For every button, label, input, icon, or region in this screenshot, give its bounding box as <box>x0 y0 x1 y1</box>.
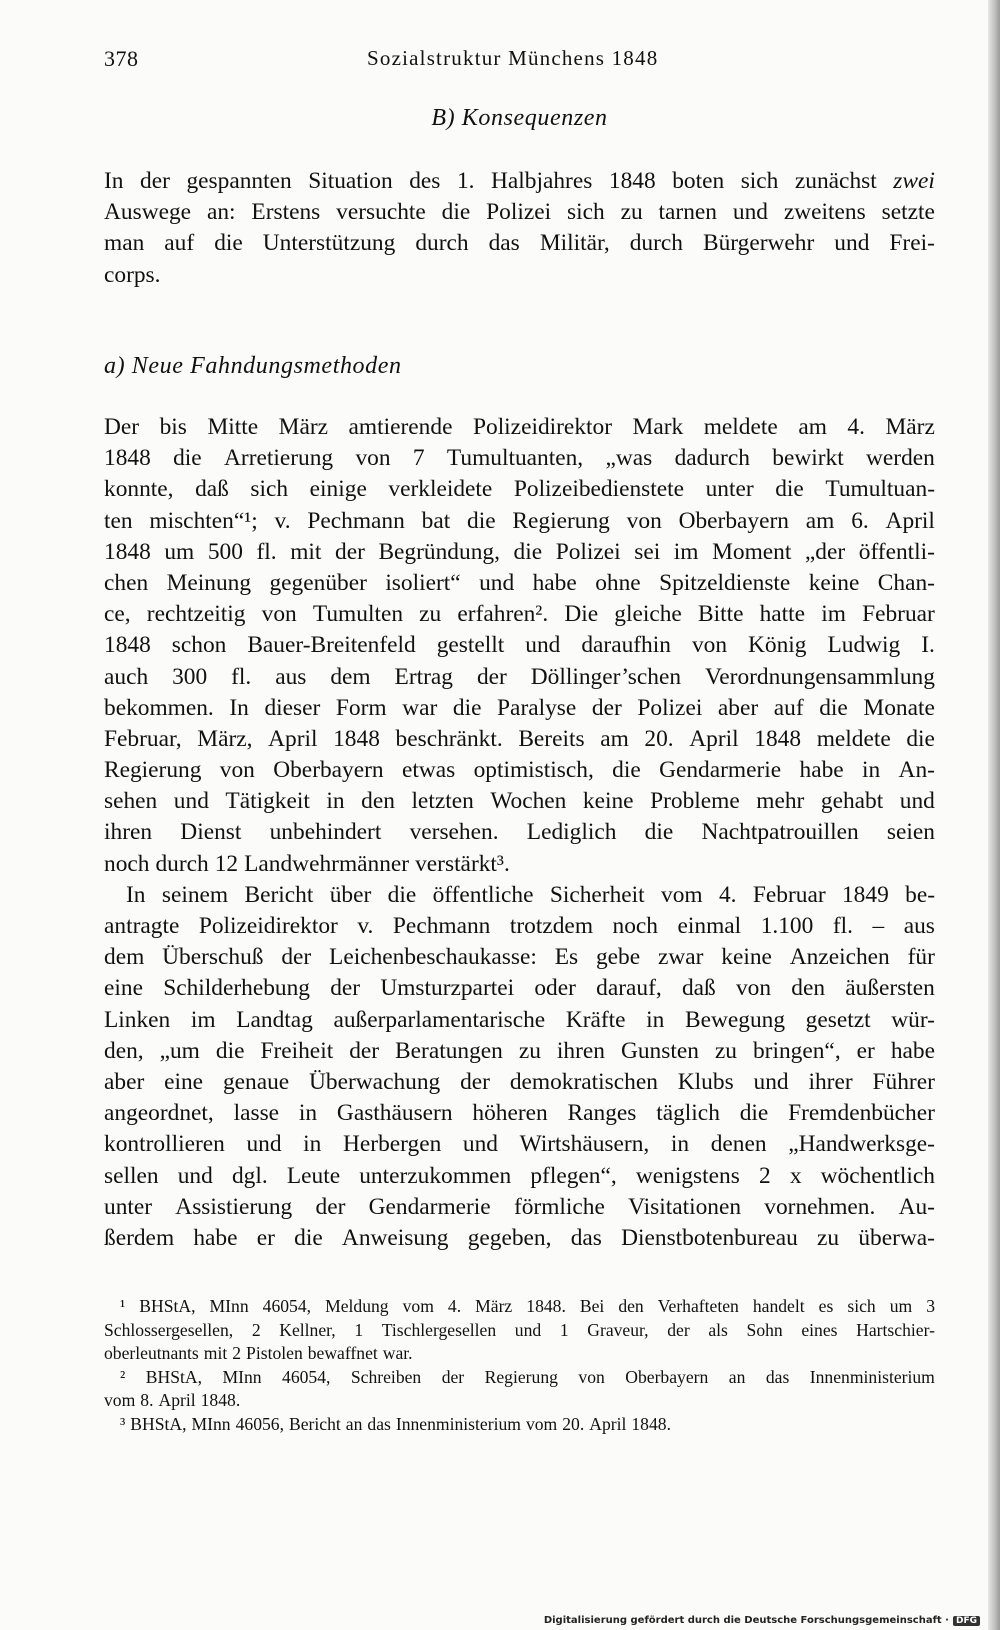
section-heading: B) Konsequenzen <box>431 105 608 131</box>
text-line: den, „um die Freiheit der Beratungen zu ihren Gunsten zu bringen“, er habe <box>104 1037 935 1064</box>
text-line: antragte Polizeidirektor v. Pechmann trotzdem noch einmal 1.100 fl. – aus <box>104 913 935 939</box>
text-line: corps. <box>104 261 161 288</box>
text-line: ihren Dienst unbehindert versehen. Lediglich die Nachtpatrouillen seien <box>104 819 935 846</box>
text-line: chen Meinung gegenüber isoliert“ und habe ohne Spitzeldienste keine Chan- <box>104 569 935 596</box>
page-edge-shadow <box>988 0 1000 1630</box>
page-header <box>104 46 934 76</box>
text-line: dem Überschuß der Leichenbeschaukasse: Es gebe zwar keine Anzeichen für <box>104 944 935 971</box>
text-line: Auswege an: Erstens versuchte die Polizei sich zu tarnen und zweitens setzte <box>104 199 935 226</box>
footnotes <box>104 1295 935 1436</box>
text-line: unter Assistierung der Gendarmerie förmliche Visitationen vornehmen. Au- <box>104 1193 935 1220</box>
text-line: Der bis Mitte März amtierende Polizeidirektor Mark meldete am 4. März <box>104 414 935 440</box>
text-line: Linken im Landtag außerparlamentarische Kräfte in Bewegung gesetzt wür- <box>104 1006 935 1033</box>
footnote-line: Schlossergesellen, 2 Kellner, 1 Tischlergesellen und 1 Graveur, der als Sohn eines Hartschier- <box>104 1319 935 1340</box>
text-line: kontrollieren und in Herbergen und Wirtshäusern, in denen „Handwerksge- <box>104 1131 935 1158</box>
text-line: konnte, daß sich einige verkleidete Polizeibedienstete unter die Tumultuan- <box>104 476 935 503</box>
footnote-line: ² BHStA, MInn 46054, Schreiben der Regierung von Oberbayern an das Innenministerium <box>120 1366 935 1387</box>
text-line: In seinem Bericht über die öffentliche Sicherheit vom 4. Februar 1849 be- <box>126 881 935 908</box>
text-line: 1848 die Arretierung von 7 Tumultuanten, „was dadurch bewirkt werden <box>104 445 935 472</box>
text-line: eine Schilderhebung der Umsturzpartei oder darauf, daß von den äußersten <box>104 975 935 1002</box>
footnote-line: ³ BHStA, MInn 46056, Bericht an das Innenministerium vom 20. April 1848. <box>120 1413 671 1434</box>
text-line: auch 300 fl. aus dem Ertrag der Döllinger’schen Verordnungensammlung <box>104 663 935 690</box>
footnote-line: vom 8. April 1848. <box>104 1390 241 1410</box>
text-line: 1848 um 500 fl. mit der Begründung, die Polizei sei im Moment „der öffentli- <box>104 538 935 565</box>
text-line: noch durch 12 Landwehrmänner verstärkt³. <box>104 850 510 877</box>
text-line: sehen und Tätigkeit in den letzten Wochen keine Probleme mehr gehabt und <box>104 788 935 815</box>
intro-paragraph <box>104 166 935 291</box>
text-line: ten mischten“¹; v. Pechmann bat die Regierung von Oberbayern am 6. April <box>104 507 935 534</box>
running-title: Sozialstruktur Münchens 1848 <box>367 46 659 70</box>
text-line: sellen und dgl. Leute unterzukommen pflegen“, wenigstens 2 x wöchentlich <box>104 1162 935 1189</box>
page-number: 378 <box>104 46 139 71</box>
text-line: aber eine genaue Überwachung der demokratischen Klubs und ihrer Führer <box>104 1068 935 1095</box>
subsection-heading: a) Neue Fahndungsmethoden <box>104 353 402 379</box>
footnote-line: oberleutnants mit 2 Pistolen bewaffnet war. <box>104 1343 413 1363</box>
text-line: ce, rechtzeitig von Tumulten zu erfahren². Die gleiche Bitte hatte im Februar <box>104 601 935 628</box>
text-line: ßerdem habe er die Anweisung gegeben, das Dienstbotenbureau zu überwa- <box>104 1224 935 1251</box>
text-line: In der gespannten Situation des 1. Halbjahres 1848 boten sich zunächst zwei <box>104 168 935 194</box>
text-line: Februar, März, April 1848 beschränkt. Bereits am 20. April 1848 meldete die <box>104 725 935 752</box>
digitization-note-text: Digitalisierung gefördert durch die Deutsche Forschungsgemeinschaft · <box>543 1615 949 1626</box>
text-line: bekommen. In dieser Form war die Paralyse der Polizei aber auf die Monate <box>104 694 935 721</box>
text-line: 1848 schon Bauer-Breitenfeld gestellt und daraufhin von König Ludwig I. <box>104 632 935 659</box>
text-line: angeordnet, lasse in Gasthäusern höheren Ranges täglich die Fremdenbücher <box>104 1100 935 1127</box>
text-line: man auf die Unterstützung durch das Militär, durch Bürgerwehr und Frei- <box>104 230 935 257</box>
text-line: Regierung von Oberbayern etwas optimistisch, die Gendarmerie habe in An- <box>104 757 935 784</box>
footnote-line: ¹ BHStA, MInn 46054, Meldung vom 4. März 1848. Bei den Verhafteten handelt es sich um 3 <box>120 1296 935 1316</box>
dfg-logo: DFG <box>953 1616 980 1626</box>
digitization-note <box>544 1615 980 1626</box>
body-text <box>104 412 935 1254</box>
